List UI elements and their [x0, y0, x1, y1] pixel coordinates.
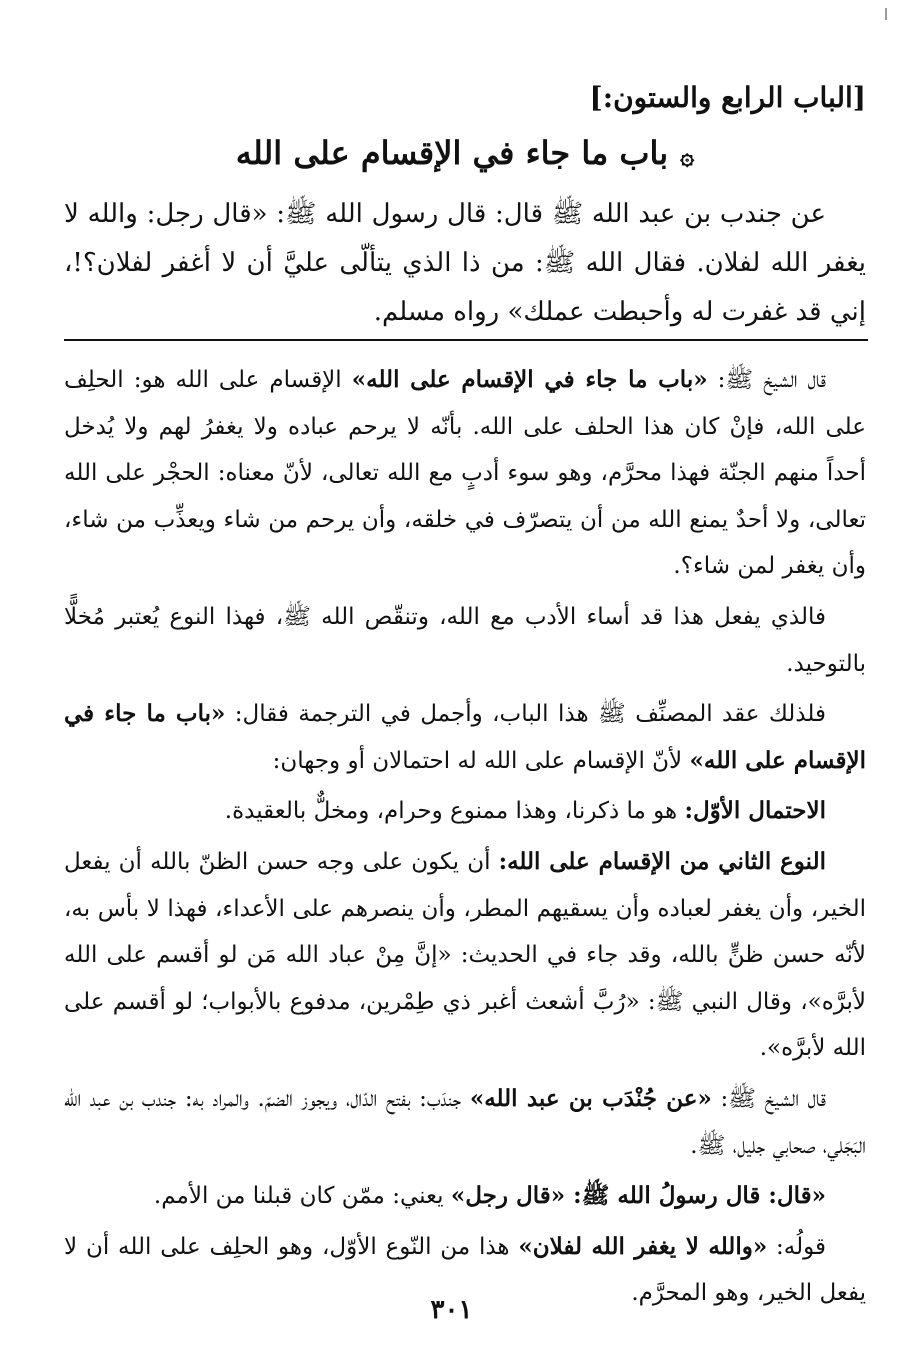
- bold-quote: «والله لا يغفر الله لفلان»: [518, 1232, 768, 1260]
- commentary-paragraph: [64, 839, 866, 1072]
- ornament-icon: ۞: [680, 140, 695, 170]
- commentary-text: الإقسام على الله هو: الحلِف على الله، فإنْ كان هذا الحلف على الله. بأنّه لا يرحم عباده ولا يغفرُ لهم ولا يُدخل أحداً منهم الجنّة فهذا محرَّم، وهو سوء أدبٍ مع الله تعالى، لأنّ معناه: الحجْر على الله تعالى، ولا أحدٌ يمنع الله من أن يتصرّف في خلقه، وأن يرحم من شاء ويعذِّب من شاء، وأن يغفر لمن شاء؟.: [64, 367, 866, 580]
- commentary-text: قال الشيخ ﷺ:: [711, 1085, 826, 1112]
- commentary-text: قولُه:: [767, 1233, 826, 1260]
- commentary-paragraph: [64, 1076, 866, 1169]
- commentary-text: فالذي يفعل هذا قد أساء الأدب مع الله، وتنقّص الله ﷺ، فهذا النوع يُعتبر مُخلًّا بالتوحيد.: [64, 603, 866, 677]
- commentary-text: هو ما ذكرنا، وهذا ممنوع وحرام، ومخلٌّ بالعقيدة.: [224, 798, 685, 825]
- chapter-label: [الباب الرابع والستون:]: [589, 81, 866, 114]
- bold-quote: «باب ما جاء في الإقسام على الله»: [351, 366, 708, 393]
- bold-heading: النوع الثاني من الإقسام على الله:: [498, 847, 826, 875]
- commentary-paragraph: [64, 691, 866, 784]
- hadith-text: عن جندب بن عبد الله ﷺ قال: قال رسول الله ﷺ: «قال رجل: والله لا يغفر الله لفلان. فقال الله ﷺ: من ذا الذي يتألّى عليَّ أن لا أغفر لفلان؟!، إني قد غفرت له وأحبطت عملك» رواه مسلم.: [64, 199, 866, 327]
- commentary-text: قال الشيخ ﷺ:: [707, 367, 827, 393]
- bold-heading: الاحتمال الأوّل:: [684, 797, 826, 825]
- section-title: [64, 128, 866, 181]
- bold-quote: «باب ما جاء في الإقسام على الله»: [64, 700, 866, 774]
- commentary-text: لأنّ الإقسام على الله له احتمالان أو وجهان:: [272, 747, 690, 774]
- section-title-text: باب ما جاء في الإقسام على الله: [235, 134, 669, 172]
- commentary-text: هذا من النّوع الأوّل، وهو الحلِف على الله أن لا يفعل الخير، وهو المحرَّم.: [64, 1233, 866, 1307]
- corner-mark: [885, 8, 887, 20]
- commentary-paragraph: [64, 357, 866, 590]
- commentary-text: جندَب: بفتح الدّال، ويجوز الضمّ. والمراد به: جندب بن عبد الله البَجَلي، صحابي جليل، ﷺ.: [64, 1085, 866, 1159]
- commentary-text: يعني: ممّن كان قبلنا من الأمم.: [153, 1183, 451, 1210]
- page-number: ٣٠١: [430, 1295, 473, 1325]
- bold-quote: «عن جُنْدَب بن عبد الله»: [469, 1084, 712, 1112]
- commentary-text: فلذلك عقد المصنِّف ﷺ هذا الباب، وأجمل في الترجمة فقال:: [225, 701, 826, 728]
- commentary-paragraph: [64, 594, 866, 687]
- commentary-paragraph: [64, 1173, 866, 1220]
- commentary-text: أن يكون على وجه حسن الظنّ بالله أن يفعل الخير، وأن يغفر لعباده وأن يسقيهم المطر، وأن ينصرهم على الأعداء، فهذا لا بأس به، لأنّه حسن ظنٍّ بالله، وقد جاء في الحديث: «إنَّ مِنْ عباد الله مَن لو أقسم على الله لأبرَّه»، وقال النبي ﷺ: «رُبَّ أشعث أغبر ذي طِمْرين، مدفوع بالأبواب؛ لو أقسم على الله لأبرَّه».: [64, 848, 866, 1062]
- bold-quote: «قال: قال رسولُ الله ﷺ: «قال رجل»: [450, 1182, 826, 1210]
- divider: [64, 339, 868, 341]
- commentary: [64, 357, 866, 1321]
- commentary-paragraph: [64, 788, 866, 835]
